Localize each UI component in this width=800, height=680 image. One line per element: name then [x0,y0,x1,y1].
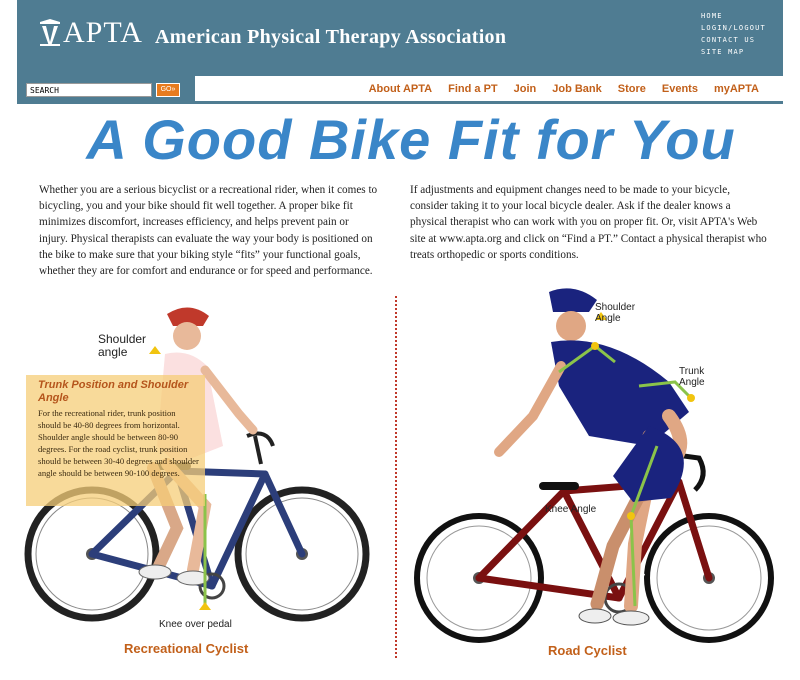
rider-road-icon [499,288,689,625]
util-link-login[interactable]: LOGIN/LOGOUT [701,24,766,32]
bike-brand-left: RALEIGH [205,477,232,519]
intro-left-paragraph: Whether you are a serious bicyclist or a recreational rider, when it comes to bicycling, you and your bike should fit well together. A proper bike fit minimizes discomfort, increases efficiency, and helps prevent pain or injury. Physical therapists can evaluate the way your body is positioned on the bike to make sure that your biking style “fits” your functional goals, whether they are for comfort and endurance or for speed and performance. [39,184,378,278]
util-link-contact[interactable]: CONTACT US [701,36,756,44]
util-link-home[interactable]: HOME [701,12,723,20]
nav-find-pt[interactable]: Find a PT [448,83,498,95]
nav-about[interactable]: About APTA [368,83,433,95]
bike-brand-right: RALEIGH [614,536,647,581]
recreational-cyclist-caption: Recreational Cyclist [124,641,249,656]
organization-name: American Physical Therapy Association [155,26,507,48]
main-nav [369,83,759,95]
knee-marker-icon [199,602,211,610]
knee-angle-label: Knee Angle [545,504,597,515]
shoulder-angle-label-left: Shoulder angle [98,332,147,359]
page-frame [17,0,783,680]
apta-logo[interactable] [39,18,143,48]
knee-over-pedal-label: Knee over pedal [159,619,232,630]
nav-bar [17,76,783,104]
search-input[interactable] [26,83,152,97]
nav-myapta[interactable]: myAPTA [713,83,759,95]
road-bike-frame-icon [479,482,709,598]
info-box-body: For the recreational rider, trunk position should be 40-80 degrees from horizontal. Shoulder angle should be between 80-90 degrees. For the road cyclist, trunk position should be between 30-40 degrees and shoulder angle should be between 90-100 degrees. [38,408,199,478]
trunk-angle-label: Trunk Angle [679,366,705,388]
nav-events[interactable]: Events [661,83,698,95]
trunk-position-info-box [26,375,205,506]
road-cyclist-caption: Road Cyclist [548,643,627,658]
nav-store[interactable]: Store [617,83,646,95]
nav-job-bank[interactable]: Job Bank [552,83,602,95]
search-area [17,76,195,104]
intro-right-paragraph: If adjustments and equipment changes need to be made to your bicycle, consider taking it to your local bicycle dealer. Ask if the dealer knows a physical therapist who can work with you on proper fit. Or, visit APTA's Web site at www.apta.org and click on “Find a PT.” Contact a physical therapist who treats orthopedic or sports conditions. [410,184,767,261]
road-cyclist-illustration [399,286,783,668]
go-button[interactable] [156,83,180,97]
apta-emblem-icon [39,18,61,48]
shoulder-angle-label-right: Shoulder Angle [595,302,636,324]
info-box-title: Trunk Position and Shoulder Angle [38,379,189,404]
page-headline: A Good Bike Fit for You [86,108,736,171]
go-button-label: GO [160,86,172,93]
util-link-sitemap[interactable]: SITE MAP [701,48,745,56]
arrow-right-icon: » [171,86,176,93]
site-header [17,0,783,76]
column-divider [395,296,397,658]
logo-text: APTA [63,16,143,49]
nav-join[interactable]: Join [513,83,537,95]
utility-links [701,10,766,58]
